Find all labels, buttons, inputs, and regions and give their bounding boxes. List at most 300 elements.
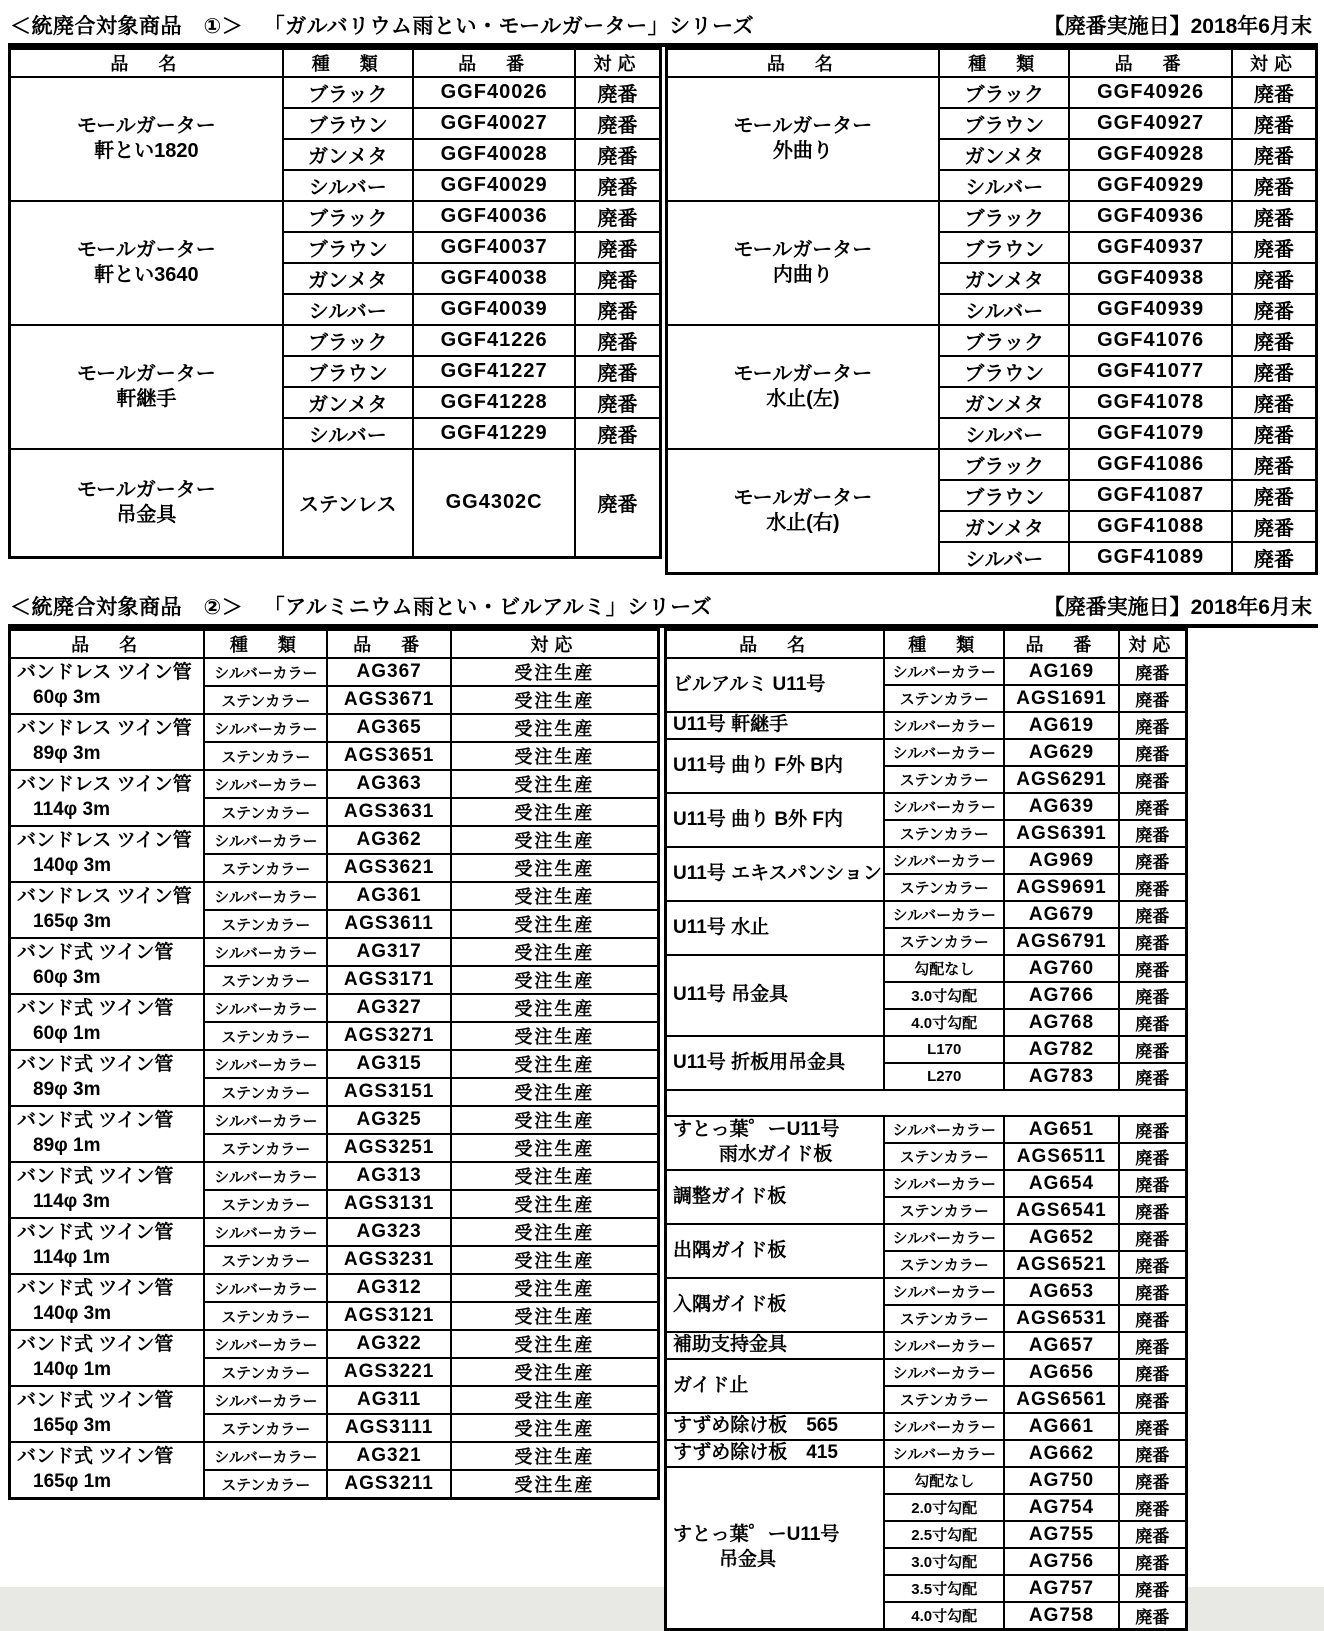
product-name-line: 165φ 3m [33,911,112,932]
code-cell: GGF41227 [413,356,576,387]
type-cell: ブラック [283,201,413,232]
product-name-cell [10,1274,205,1330]
type-cell: シルバー [283,294,413,325]
type-cell: ステンカラー [884,820,1004,847]
status-cell: 受注生産 [451,826,659,854]
code-cell: AGS3231 [327,1246,450,1274]
status-cell: 廃番 [575,294,660,325]
status-cell: 廃番 [575,449,660,557]
status-cell: 廃番 [1232,480,1317,511]
product-name-cell [666,955,885,1036]
code-cell: AG325 [327,1106,450,1134]
type-cell: 2.5寸勾配 [884,1521,1004,1548]
type-cell: ステンカラー [204,1358,327,1386]
status-cell: 受注生産 [451,966,659,994]
type-cell: ステンカラー [204,854,327,882]
type-cell: シルバー [939,418,1069,449]
table-row [666,658,1187,685]
table-row [666,1467,1187,1494]
type-cell: シルバーカラー [884,1116,1004,1143]
code-cell: GGF41079 [1069,418,1232,449]
product-name-line: U11号 エキスパンション [673,862,882,884]
product-name-line: すずめ除け板 565 [673,1415,838,1437]
type-cell: ステンカラー [204,1078,327,1106]
status-cell: 廃番 [1119,1413,1187,1440]
type-cell: シルバーカラー [204,1162,327,1190]
status-cell: 廃番 [1232,511,1317,542]
status-cell: 廃番 [1119,1359,1187,1386]
table-row [10,1386,659,1414]
code-cell: AG760 [1004,955,1119,982]
status-cell: 廃番 [1119,1116,1187,1143]
code-cell: AG313 [327,1162,450,1190]
code-cell: GGF41088 [1069,511,1232,542]
table-row [666,847,1187,874]
col-header-product-name: 品 名 [666,630,885,659]
code-cell: AGS3631 [327,798,450,826]
product-name-line: バンド式 ツイン管 [17,1166,174,1188]
table-row [10,325,661,356]
type-cell: ブラック [939,325,1069,356]
type-cell: ブラウン [283,356,413,387]
code-cell: AG169 [1004,658,1119,685]
status-cell: 廃番 [1119,1467,1187,1494]
status-cell: 廃番 [1119,1009,1187,1036]
status-cell: 廃番 [1232,232,1317,263]
code-cell: AG619 [1004,712,1119,739]
status-cell: 廃番 [1119,1548,1187,1575]
code-cell: AG679 [1004,901,1119,928]
col-header-product-name: 品 名 [666,49,939,78]
code-cell: AG654 [1004,1170,1119,1197]
type-cell: ステンカラー [204,966,327,994]
col-header-support: 対応 [451,630,659,659]
type-cell: ガンメタ [283,263,413,294]
type-cell: ブラウン [939,108,1069,139]
table-row [10,449,661,557]
status-cell: 受注生産 [451,938,659,966]
code-cell: GGF40939 [1069,294,1232,325]
product-name-cell [666,1224,885,1278]
product-name-cell [666,1413,885,1440]
type-cell: ステンカラー [204,1302,327,1330]
product-name-line: 60φ 3m [33,967,101,988]
table-row [666,739,1187,766]
type-cell: シルバーカラー [204,1442,327,1470]
product-name-line: 140φ 3m [33,1303,112,1324]
product-name-cell [666,1036,885,1090]
table-row [666,1224,1187,1251]
code-cell: AGS6291 [1004,766,1119,793]
product-name-line: モールガーター [76,239,216,261]
product-name-line: 内曲り [772,264,833,286]
section2-title-bar [8,589,1318,628]
status-cell: 受注生産 [451,770,659,798]
type-cell: シルバーカラー [204,770,327,798]
product-name-cell [10,1330,205,1386]
type-cell: シルバーカラー [204,1274,327,1302]
status-cell: 廃番 [1119,1197,1187,1224]
table-row [666,1440,1187,1467]
type-cell: シルバーカラー [884,658,1004,685]
type-cell: L170 [884,1036,1004,1063]
code-cell: AG661 [1004,1413,1119,1440]
code-cell: GGF41076 [1069,325,1232,356]
code-cell: AG315 [327,1050,450,1078]
type-cell: シルバーカラー [884,1332,1004,1359]
status-cell: 廃番 [1119,955,1187,982]
code-cell: GGF41078 [1069,387,1232,418]
code-cell: AGS1691 [1004,685,1119,712]
spacer-row [666,1090,1187,1116]
table-row [10,994,659,1022]
product-name-cell [10,714,205,770]
section2-left-table [8,628,660,1500]
product-name-cell [666,201,939,325]
section2-series-name: 「アルミニウム雨とい・ビルアルミ」シリーズ [263,596,713,619]
type-cell: シルバーカラー [884,712,1004,739]
type-cell: ガンメタ [939,139,1069,170]
product-name-cell [10,201,283,325]
status-cell: 廃番 [575,387,660,418]
table-row [666,1036,1187,1063]
type-cell: ブラウン [939,232,1069,263]
code-cell: GGF40038 [413,263,576,294]
section2-discontinue-date: 【廃番実施日】2018年6月末 [1043,596,1312,619]
status-cell: 廃番 [1232,108,1317,139]
table-row [10,1330,659,1358]
product-name-line: モールガーター [76,363,216,385]
type-cell: ステンカラー [884,1386,1004,1413]
product-name-line: 調整ガイド板 [673,1185,787,1207]
status-cell: 廃番 [1119,1063,1187,1090]
product-name-cell [666,739,885,793]
type-cell: シルバーカラー [884,1440,1004,1467]
product-name-line: ビルアルミ U11号 [673,673,826,695]
type-cell: シルバーカラー [204,882,327,910]
type-cell: シルバーカラー [884,1413,1004,1440]
code-cell: AG783 [1004,1063,1119,1090]
product-name-line: モールガーター [733,363,873,385]
status-cell: 受注生産 [451,1330,659,1358]
product-name-line: U11号 折板用吊金具 [673,1051,846,1073]
status-cell: 廃番 [1119,820,1187,847]
status-cell: 受注生産 [451,1246,659,1274]
code-cell: GGF40027 [413,108,576,139]
code-cell: AGS6511 [1004,1143,1119,1170]
type-cell: ステンカラー [884,1143,1004,1170]
code-cell: AGS6541 [1004,1197,1119,1224]
code-cell: AG361 [327,882,450,910]
product-name-cell [10,826,205,882]
status-cell: 廃番 [575,418,660,449]
type-cell: 3.0寸勾配 [884,1548,1004,1575]
product-name-line: 吊金具 [719,1549,777,1570]
product-name-line: 外曲り [772,140,833,162]
status-cell: 廃番 [1119,793,1187,820]
type-cell: ブラウン [283,108,413,139]
status-cell: 廃番 [1232,356,1317,387]
product-name-cell [10,882,205,938]
type-cell: 勾配なし [884,1467,1004,1494]
type-cell: シルバーカラー [884,1278,1004,1305]
status-cell: 受注生産 [451,1442,659,1470]
code-cell: AG322 [327,1330,450,1358]
code-cell: AGS6791 [1004,928,1119,955]
product-name-line: モールガーター [733,487,873,509]
type-cell: 4.0寸勾配 [884,1602,1004,1630]
table-row [10,1106,659,1134]
status-cell: 廃番 [1232,263,1317,294]
code-cell: AGS3211 [327,1470,450,1499]
section1-title [10,10,754,40]
status-cell: 廃番 [1119,1305,1187,1332]
product-name-line: バンド式 ツイン管 [17,1222,174,1244]
code-cell: AGS3271 [327,1022,450,1050]
status-cell: 廃番 [1119,1278,1187,1305]
status-cell: 廃番 [1119,1602,1187,1630]
product-name-line: モールガーター [733,239,873,261]
product-name-cell [10,77,283,201]
code-cell: GG4302C [413,449,576,557]
product-name-cell [666,1467,885,1630]
code-cell: GGF40039 [413,294,576,325]
type-cell: ステンレス [283,449,413,557]
type-cell: ガンメタ [939,263,1069,294]
status-cell: 受注生産 [451,658,659,686]
section1-series-name: 「ガルバリウム雨とい・モールガーター」シリーズ [263,15,755,38]
code-cell: AG312 [327,1274,450,1302]
product-name-cell [10,1050,205,1106]
type-cell: ステンカラー [204,1414,327,1442]
table-row [666,201,1317,232]
product-name-line: 60φ 1m [33,1023,101,1044]
type-cell: ステンカラー [204,1246,327,1274]
type-cell: ブラウン [939,356,1069,387]
product-name-cell [10,1106,205,1162]
product-name-line: 水止(右) [766,512,840,534]
code-cell: AGS3651 [327,742,450,770]
table-row [666,955,1187,982]
product-name-line: U11号 水止 [673,916,770,938]
product-name-cell [10,938,205,994]
product-name-cell [666,1170,885,1224]
type-cell: ステンカラー [884,874,1004,901]
col-header-type: 種 類 [884,630,1004,659]
status-cell: 廃番 [1232,387,1317,418]
product-name-line: 吊金具 [116,503,177,526]
status-cell: 廃番 [1119,1494,1187,1521]
product-name-line: 60φ 3m [33,687,101,708]
status-cell: 廃番 [575,108,660,139]
status-cell: 廃番 [1232,201,1317,232]
type-cell: ステンカラー [204,1470,327,1499]
table-row [666,77,1317,108]
status-cell: 廃番 [1232,325,1317,356]
type-cell: ガンメタ [939,511,1069,542]
product-name-line: バンド式 ツイン管 [17,1278,174,1300]
status-cell: 廃番 [1119,1251,1187,1278]
code-cell: GGF40928 [1069,139,1232,170]
code-cell: AG657 [1004,1332,1119,1359]
product-name-line: U11号 曲り B外 F内 [673,808,843,830]
product-name-cell [666,712,885,739]
code-cell: GGF41229 [413,418,576,449]
type-cell: シルバーカラー [204,938,327,966]
type-cell: シルバーカラー [204,1330,327,1358]
product-name-line: すとっ葉゜ーU11号 [673,1119,840,1141]
type-cell: ステンカラー [204,1022,327,1050]
code-cell: AGS3221 [327,1358,450,1386]
status-cell: 廃番 [1232,170,1317,201]
code-cell: AGS3121 [327,1302,450,1330]
status-cell: 廃番 [1232,418,1317,449]
type-cell: L270 [884,1063,1004,1090]
product-name-line: バンドレス ツイン管 [17,886,192,908]
type-cell: シルバーカラー [884,793,1004,820]
status-cell: 受注生産 [451,1106,659,1134]
col-header-product-name: 品 名 [10,49,283,78]
section1-title-prefix: ＜統廃合対象商品 ①＞ [10,15,244,38]
col-header-support: 対応 [1119,630,1187,659]
section1-right-table [665,47,1319,575]
table-row [666,1116,1187,1143]
type-cell: ステンカラー [204,1134,327,1162]
product-name-cell [666,793,885,847]
product-name-line: 補助支持金具 [673,1334,788,1356]
status-cell: 受注生産 [451,854,659,882]
type-cell: ブラック [283,325,413,356]
code-cell: GGF41087 [1069,480,1232,511]
code-cell: AG363 [327,770,450,798]
code-cell: GGF41077 [1069,356,1232,387]
code-cell: AG317 [327,938,450,966]
type-cell: 3.5寸勾配 [884,1575,1004,1602]
code-cell: GGF40036 [413,201,576,232]
product-name-line: 165φ 1m [33,1471,112,1492]
code-cell: AG758 [1004,1602,1119,1630]
product-name-cell [666,901,885,955]
col-header-part-number: 品 番 [413,49,576,78]
type-cell: ブラック [283,77,413,108]
product-name-line: モールガーター [76,478,216,501]
type-cell: ブラウン [939,480,1069,511]
code-cell: AGS9691 [1004,874,1119,901]
type-cell: 4.0寸勾配 [884,1009,1004,1036]
product-name-line: バンド式 ツイン管 [17,1054,174,1076]
type-cell: 2.0寸勾配 [884,1494,1004,1521]
status-cell: 廃番 [1119,1332,1187,1359]
code-cell: AG755 [1004,1521,1119,1548]
section2-title-prefix: ＜統廃合対象商品 ②＞ [10,596,244,619]
status-cell: 廃番 [1119,658,1187,685]
table-row [10,658,659,686]
product-name-line: 軒とい1820 [94,140,199,162]
code-cell: AG651 [1004,1116,1119,1143]
table-row [10,770,659,798]
status-cell: 廃番 [575,232,660,263]
product-name-line: 軒とい3640 [94,264,199,286]
type-cell: ブラック [939,77,1069,108]
product-name-line: 89φ 3m [33,743,101,764]
col-header-support: 対応 [575,49,660,78]
product-name-cell [10,325,283,449]
status-cell: 受注生産 [451,1386,659,1414]
status-cell: 廃番 [575,356,660,387]
code-cell: AG662 [1004,1440,1119,1467]
status-cell: 受注生産 [451,1358,659,1386]
type-cell: シルバーカラー [884,739,1004,766]
product-name-line: U11号 軒継手 [673,714,789,736]
status-cell: 受注生産 [451,686,659,714]
code-cell: GGF40936 [1069,201,1232,232]
code-cell: AGS3251 [327,1134,450,1162]
code-cell: AG321 [327,1442,450,1470]
product-name-line: ガイド止 [673,1374,749,1396]
type-cell: ステンカラー [204,910,327,938]
code-cell: GGF40037 [413,232,576,263]
table-row [666,1359,1187,1386]
status-cell: 廃番 [1119,901,1187,928]
code-cell: AG656 [1004,1359,1119,1386]
status-cell: 廃番 [1232,294,1317,325]
code-cell: AG652 [1004,1224,1119,1251]
status-cell: 廃番 [1119,1224,1187,1251]
section1-title-bar [8,8,1318,47]
code-cell: AG362 [327,826,450,854]
product-name-line: バンド式 ツイン管 [17,1446,174,1468]
status-cell: 受注生産 [451,798,659,826]
product-name-cell [666,325,939,449]
status-cell: 受注生産 [451,1470,659,1499]
type-cell: シルバーカラー [884,1224,1004,1251]
table-row [666,325,1317,356]
code-cell: AG323 [327,1218,450,1246]
table-row [10,1218,659,1246]
code-cell: GGF40926 [1069,77,1232,108]
code-cell: AG766 [1004,982,1119,1009]
product-name-cell [10,658,205,714]
product-name-cell [10,1386,205,1442]
code-cell: AG639 [1004,793,1119,820]
table-row [666,1413,1187,1440]
code-cell: AG757 [1004,1575,1119,1602]
type-cell: ステンカラー [204,1190,327,1218]
type-cell: ステンカラー [884,685,1004,712]
code-cell: GGF40029 [413,170,576,201]
type-cell: シルバーカラー [204,1106,327,1134]
product-name-cell [10,1162,205,1218]
product-name-cell [10,1442,205,1499]
product-name-line: 140φ 3m [33,855,112,876]
code-cell: GGF40929 [1069,170,1232,201]
status-cell: 廃番 [575,170,660,201]
code-cell: AG365 [327,714,450,742]
table-row [10,826,659,854]
section2-title [10,591,712,621]
status-cell: 廃番 [1119,712,1187,739]
section2-tables [8,628,1318,1631]
product-name-cell [666,1332,885,1359]
product-name-line: バンドレス ツイン管 [17,718,192,740]
section1-discontinue-date: 【廃番実施日】2018年6月末 [1043,15,1312,38]
code-cell: AG782 [1004,1036,1119,1063]
type-cell: シルバー [283,170,413,201]
status-cell: 受注生産 [451,1134,659,1162]
type-cell: ブラック [939,449,1069,480]
code-cell: AGS3621 [327,854,450,882]
code-cell: AGS3611 [327,910,450,938]
